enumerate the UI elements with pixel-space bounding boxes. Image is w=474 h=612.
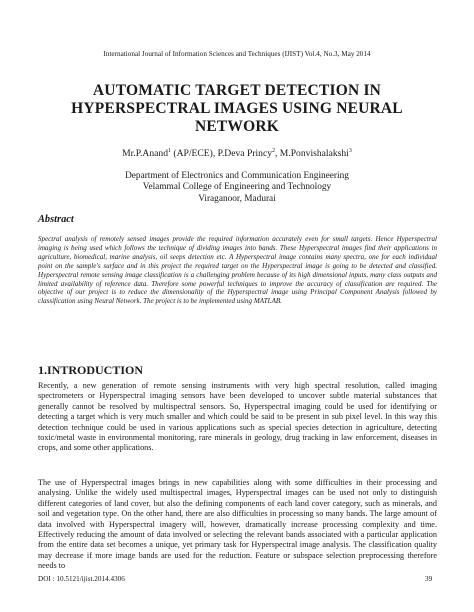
author-1: Mr.P.Anand (122, 148, 168, 160)
title-line-2: HYPERSPECTRAL IMAGES USING NEURAL (71, 100, 403, 117)
author-1-affil-mark: 1 (168, 148, 171, 154)
title-line-1: AUTOMATIC TARGET DETECTION IN (92, 82, 382, 99)
paper-title (40, 82, 434, 136)
affiliation-department: Department of Electronics and Communication Engineering (125, 171, 349, 181)
introduction-paragraph-2: The use of Hyperspectral images brings in new capabilities along with some difficulties in their processing and analysing. Unlike the widely used multispectral images, Hyperspectral images can be used not only to distinguish different categories of land cover, but also the defining components of each land cover category, such as minerals, and soil and vegetation type. On the other hand, there are also difficulties in processing so many bands. The large amount of data involved with Hyperspectral imagery will, however, dramatically increase processing complexity and time. Effectively reducing the amount of data involved or selecting the relevant bands associated with a particular application from the entire data set becomes a unique, yet primary task for Hyperspectral image analysis. The classification quality may decrease if more image bands are used for the reduction. Feature or subspace selection preprocessing therefore needs to (38, 478, 437, 571)
author-3: M.Ponvishalakshi (279, 148, 349, 160)
page-number: 39 (425, 575, 433, 583)
author-3-affil-mark: 3 (348, 148, 352, 154)
journal-header: International Journal of Information Sciences and Techniques (IJIST) Vol.4, No.3, May 2014 (103, 50, 371, 58)
author-2-affil-mark: 2 (272, 148, 275, 154)
introduction-heading: 1.INTRODUCTION (38, 363, 144, 377)
abstract-heading: Abstract (38, 214, 74, 225)
author-separator: , (275, 148, 280, 160)
affiliation (0, 171, 474, 205)
abstract-body: Spectral analysis of remotely sensed images provide the required information accurately even for small targets. Hence Hyperspectral imaging is being used which follows the technique of dividing images into bands. These Hyperspectral images find their applications in agriculture, biomedical, marine analysis, oil seeps detection etc. A Hyperspectral image contains many spectra, one for each individual point on the sample's surface and in this project the required target on the Hyperspectral image is going to be detected and classified. Hyperspectral remote sensing image classification is a challenging problem because of its high dimensional inputs, many class outputs and limited availability of reference data. Therefore some powerful techniques to improve the accuracy of classification are required. The objective of our project is to reduce the dimensionality of the Hyperspectral image using Principal Component Analysis followed by classification using Neural Network. The project is to be implemented using MATLAB. (38, 235, 437, 306)
author-2: P.Deva Princy (217, 148, 272, 160)
author-list (0, 148, 474, 159)
affiliation-location: Viraganoor, Madurai (198, 193, 276, 204)
introduction-paragraph-1: Recently, a new generation of remote sensing instruments with very high spectral resolution, called imaging spectrometers or Hyperspectral imaging sensors have been developed to uncover subtle material substances that generally cannot be resolved by multispectral sensors. So, Hyperspectral imaging could be used for identifying or detecting a target which is very much smaller and which could be said to be present in sub pixel level. In this way this detection technique could be used in various applications such as special species detection in agriculture, detecting toxic/metal waste in environmental monitoring, rare minerals in geology, drug tracking in law enforcement, diseases in crops, and some other applications. (38, 381, 437, 453)
author-1-role: (AP/ECE), (171, 148, 218, 160)
title-line-3: NETWORK (194, 118, 280, 135)
footer-doi: DOI : 10.5121/ijist.2014.4306 (38, 575, 125, 583)
affiliation-college: Velammal College of Engineering and Technology (142, 182, 332, 193)
